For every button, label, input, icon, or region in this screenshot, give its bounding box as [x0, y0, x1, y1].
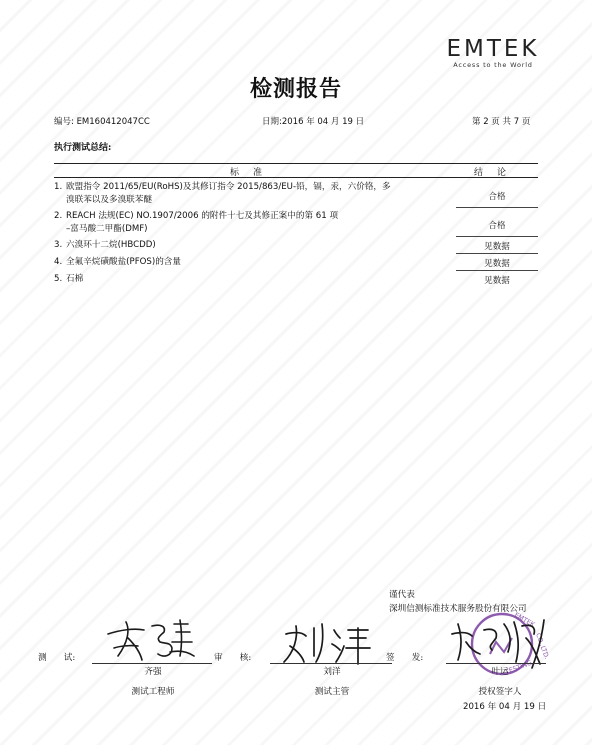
svg-text:TESTING: TESTING	[503, 658, 533, 676]
logo-tagline: Access to the World	[453, 61, 533, 69]
row-standard-text-cont: 溴联苯以及多溴联苯醚	[66, 195, 152, 205]
row-result: 见数据	[484, 259, 510, 269]
standard-column-header: 标准	[229, 168, 276, 178]
row-number: 5.	[54, 274, 63, 284]
reviewer-role: 测试主管	[314, 687, 350, 697]
row-standard-text: 六溴环十二烷(HBCDD)	[66, 240, 156, 250]
row-standard-text-cont: –富马酸二甲酯(DMF)	[66, 224, 148, 234]
report-number: 编号: EM160412047CC	[54, 117, 150, 127]
signer-name: 叶运	[491, 667, 509, 677]
reviewer-signature-line	[270, 663, 392, 664]
row-number: 2.	[54, 211, 63, 221]
table-row	[54, 273, 452, 286]
logo-name: EMTEK	[446, 36, 540, 62]
page-number: 第 2 页 共 7 页	[472, 117, 531, 127]
row-standard-text: 全氟辛烷磺酸盐(PFOS)的含量	[66, 257, 181, 267]
table-header-rule	[54, 177, 538, 178]
row-number: 1.	[54, 182, 63, 192]
signer-signature-line	[446, 663, 546, 664]
tester-role: 测试工程师	[131, 687, 175, 697]
tester-signature	[100, 612, 200, 664]
svg-text:CO.,LTD.: CO.,LTD.	[534, 631, 551, 661]
table-row	[54, 239, 452, 252]
report-date: 日期:2016 年 04 月 19 日	[262, 117, 365, 127]
row-result: 见数据	[484, 276, 510, 286]
row-number: 4.	[54, 257, 63, 267]
row-standard-text: 欧盟指令 2011/65/EU(RoHS)及其修订指令 2015/863/EU-铅，镉，汞，六价铬，多	[66, 182, 391, 192]
reviewer-name: 刘洋	[323, 667, 341, 677]
tester-signature-line	[92, 663, 212, 664]
row-separator	[456, 253, 538, 254]
tester-name: 齐强	[144, 667, 162, 677]
summary-heading: 执行测试总结:	[54, 143, 112, 153]
tester-label: 测 试:	[38, 653, 76, 663]
table-row	[54, 181, 452, 207]
row-result: 见数据	[484, 242, 510, 252]
table-row	[54, 210, 452, 236]
reviewer-label: 审 核:	[214, 653, 252, 663]
row-standard-text: REACH 法规(EC) NO.1907/2006 的附件十七及其修正案中的第 61 项	[66, 211, 339, 221]
signer-role: 授权签字人	[478, 687, 522, 697]
on-behalf-label: 谨代表	[389, 590, 415, 600]
conclusion-column-header: 结论	[473, 168, 520, 178]
svg-text:EMTEK: EMTEK	[513, 610, 537, 629]
report-title: 检测报告	[249, 76, 342, 102]
row-number: 3.	[54, 240, 63, 250]
row-separator	[456, 236, 538, 237]
reviewer-signature	[276, 622, 376, 666]
issuing-company: 深圳信测标准技术服务股份有限公司	[389, 604, 527, 614]
row-separator	[456, 207, 538, 208]
signer-label: 签 发:	[386, 653, 424, 663]
table-top-rule	[54, 163, 538, 164]
table-row	[54, 256, 452, 269]
row-result: 合格	[488, 221, 506, 231]
company-logo	[434, 36, 552, 69]
signed-date: 2016 年 04 月 19 日	[463, 702, 547, 712]
row-result: 合格	[488, 192, 506, 202]
row-standard-text: 石棉	[66, 274, 84, 284]
row-separator	[456, 270, 538, 271]
